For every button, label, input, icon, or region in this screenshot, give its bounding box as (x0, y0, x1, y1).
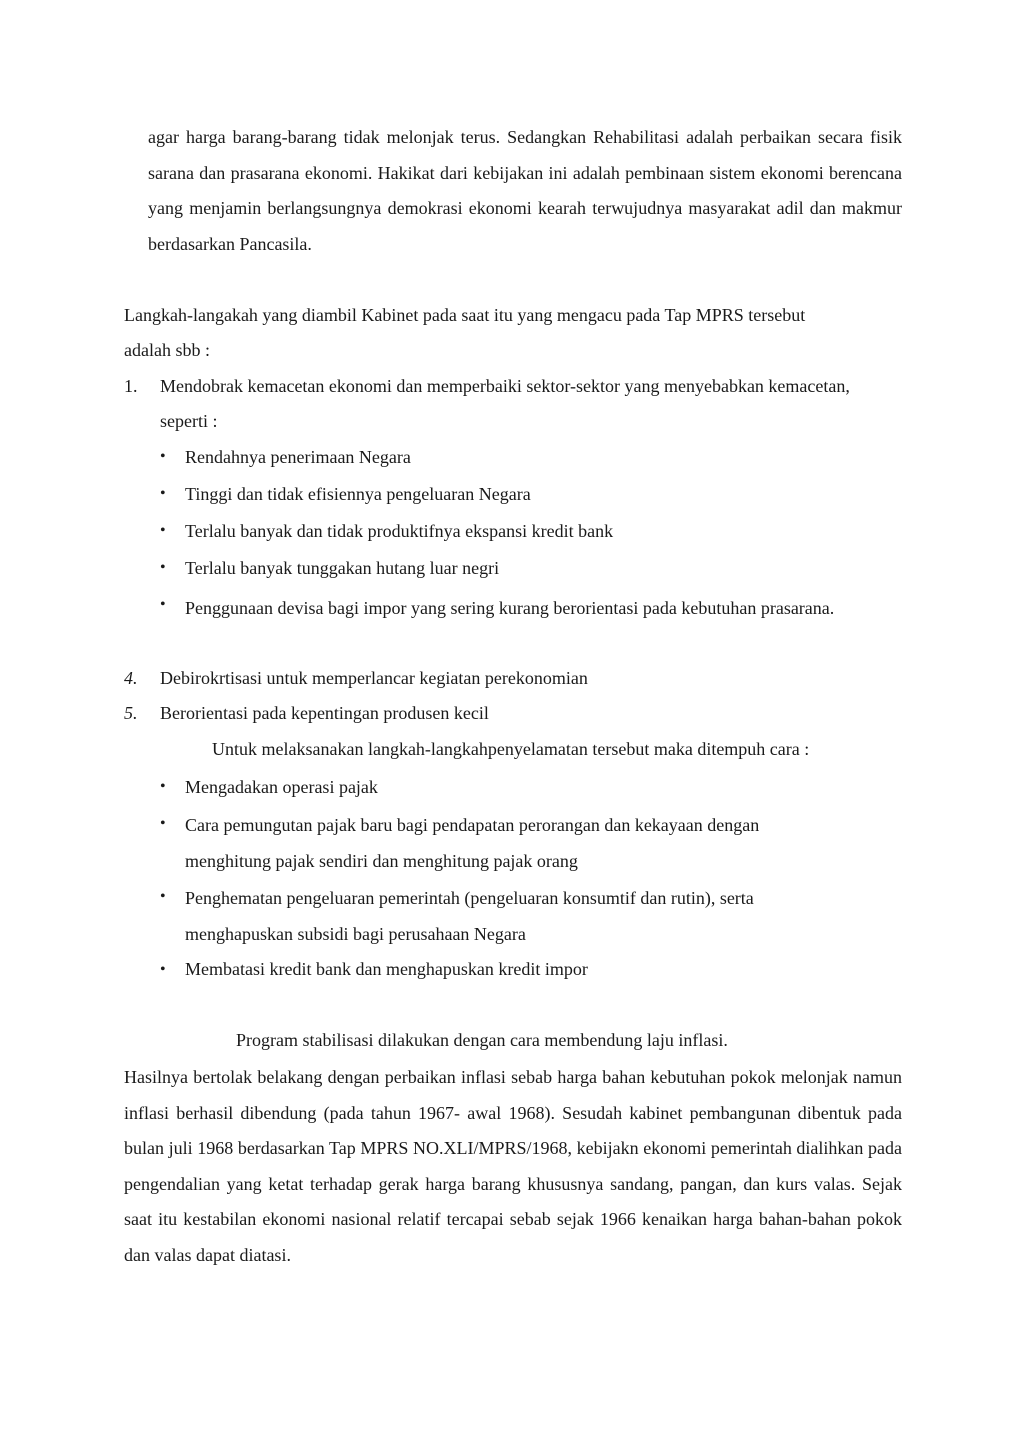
bullet-icon: • (160, 815, 166, 832)
stabilization-line: Program stabilisasi dilakukan dengan cara membendung laju inflasi. (236, 1030, 728, 1050)
closing-paragraph: Hasilnya bertolak belakang dengan perbaikan inflasi sebab harga bahan kebutuhan pokok melonjak namun inflasi berhasil dibendung (pada tahun 1967- awal 1968). Sesudah kabinet pembangunan dibentuk pada bulan juli 1968 berdasarkan Tap MPRS NO.XLI/MPRS/1968, kebijakn ekonomi pemerintah dialihkan pada pengendalian yang ketat terhadap gerak harga barang khususnya sandang, pangan, dan kurs valas. Sejak saat itu kestabilan ekonomi nasional relatif tercapai sebab sejak 1966 kenaikan harga bahan-bahan pokok dan valas dapat diatasi. (124, 1067, 902, 1265)
bullet-icon: • (160, 485, 166, 502)
bullet-item: Membatasi kredit bank dan menghapuskan kredit impor (185, 959, 588, 979)
list-number-1: 1. (124, 376, 138, 396)
list-item-5-text: Berorientasi pada kepentingan produsen kecil (160, 703, 489, 723)
steps-intro-paragraph: Langkah-langakah yang diambil Kabinet pada saat itu yang mengacu pada Tap MPRS tersebut adalah sbb : (124, 305, 806, 360)
bullet-item: Penghematan pengeluaran pemerintah (pengeluaran konsumtif dan rutin), serta menghapuskan subsidi bagi perusahaan Negara (185, 888, 754, 944)
bullet-item: Penggunaan devisa bagi impor yang sering kurang berorientasi pada kebutuhan prasarana. (185, 598, 835, 618)
bullet-icon: • (160, 448, 166, 465)
list-item-1-text: Mendobrak kemacetan ekonomi dan memperbaiki sektor-sektor yang menyebabkan kemacetan, seperti : (160, 376, 850, 431)
bullet-icon: • (160, 559, 166, 576)
bullet-item: Cara pemungutan pajak baru bagi pendapatan perorangan dan kekayaan dengan menghitung pajak sendiri dan menghitung pajak orang (185, 815, 760, 871)
bullet-icon: • (160, 522, 166, 539)
rescue-intro: Untuk melaksanakan langkah-langkahpenyelamatan tersebut maka ditempuh cara : (212, 739, 810, 759)
bullet-item: Terlalu banyak dan tidak produktifnya ekspansi kredit bank (185, 521, 614, 541)
bullet-icon: • (160, 778, 166, 795)
bullet-item: Rendahnya penerimaan Negara (185, 447, 411, 467)
list-number-5: 5. (124, 703, 138, 723)
bullet-icon: • (160, 888, 166, 905)
bullet-item: Mengadakan operasi pajak (185, 777, 378, 797)
bullet-item: Tinggi dan tidak efisiennya pengeluaran Negara (185, 484, 531, 504)
bullet-item: Terlalu banyak tunggakan hutang luar negri (185, 558, 500, 578)
list-number-4: 4. (124, 668, 138, 688)
intro-paragraph: agar harga barang-barang tidak melonjak terus. Sedangkan Rehabilitasi adalah perbaikan secara fisik sarana dan prasarana ekonomi. Hakikat dari kebijakan ini adalah pembinaan sistem ekonomi berencana yang menjamin berlangsungnya demokrasi ekonomi kearah terwujudnya masyarakat adil dan makmur berdasarkan Pancasila. (148, 127, 902, 254)
bullet-icon: • (160, 961, 166, 978)
bullet-icon: • (160, 596, 166, 613)
list-item-4-text: Debirokrtisasi untuk memperlancar kegiatan perekonomian (160, 668, 588, 688)
